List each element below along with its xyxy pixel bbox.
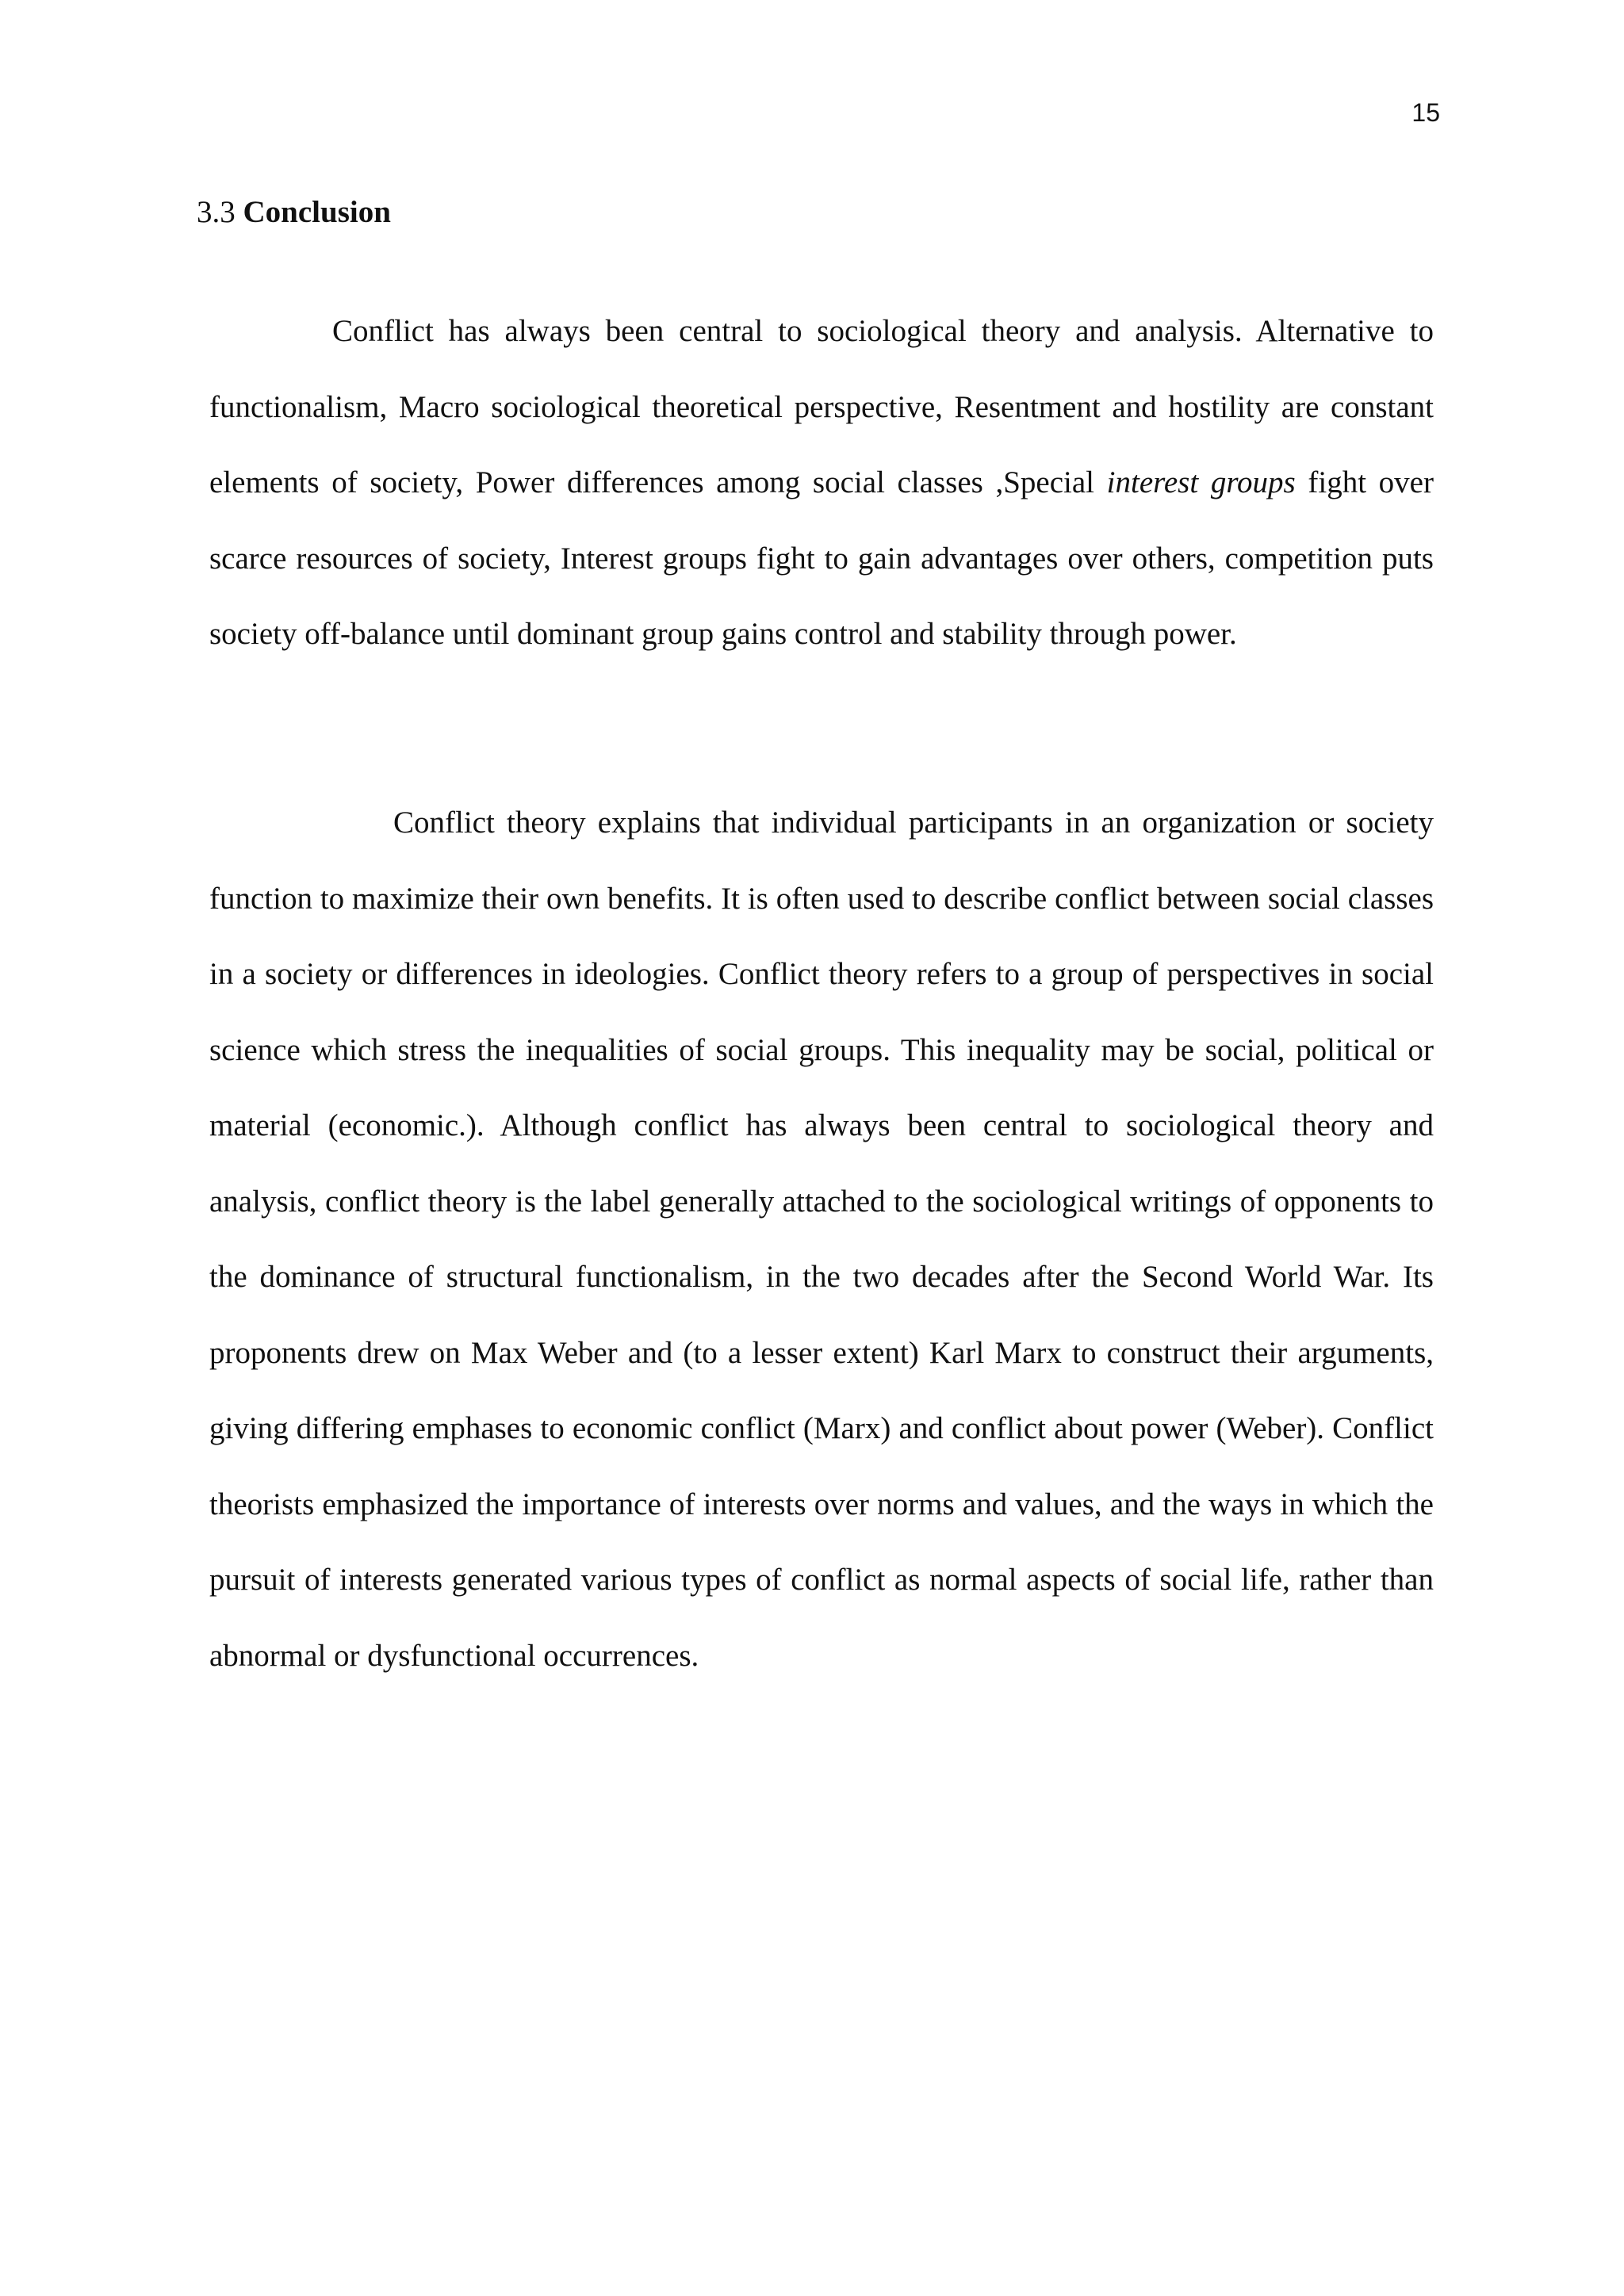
paragraph-1-italic: interest groups <box>1106 465 1296 499</box>
paragraph-1-text-b: fight over scarce resources of society, Interest groups fight to gain advantages over others, competition puts society off-balance until dominant group gains control and stability through power. <box>209 465 1434 651</box>
section-number: 3.3 <box>197 195 236 229</box>
page-number: 15 <box>1411 98 1440 127</box>
paragraph-1 <box>209 293 1434 672</box>
paragraph-1-text-a: Conflict has always been central to sociological theory and analysis. Alternative to functionalism, Macro sociological theoretical perspective, Resentment and hostility are constant elements of society, Power differences among social classes ,Special <box>209 314 1434 499</box>
section-title: Conclusion <box>243 195 391 229</box>
paragraph-2: Conflict theory explains that individual participants in an organization or society function to maximize their own benefits. It is often used to describe conflict between social classes in a society or differences in ideologies. Conflict theory refers to a group of perspectives in social science which stress the inequalities of social groups. This inequality may be social, political or material (economic.). Although conflict has always been central to sociological theory and analysis, conflict theory is the label generally attached to the sociological writings of opponents to the dominance of structural functionalism, in the two decades after the Second World War. Its proponents drew on Max Weber and (to a lesser extent) Karl Marx to construct their arguments, giving differing emphases to economic conflict (Marx) and conflict about power (Weber). Conflict theorists emphasized the importance of interests over norms and values, and the ways in which the pursuit of interests generated various types of conflict as normal aspects of social life, rather than abnormal or dysfunctional occurrences. <box>209 806 1434 1673</box>
section-heading <box>197 194 391 230</box>
